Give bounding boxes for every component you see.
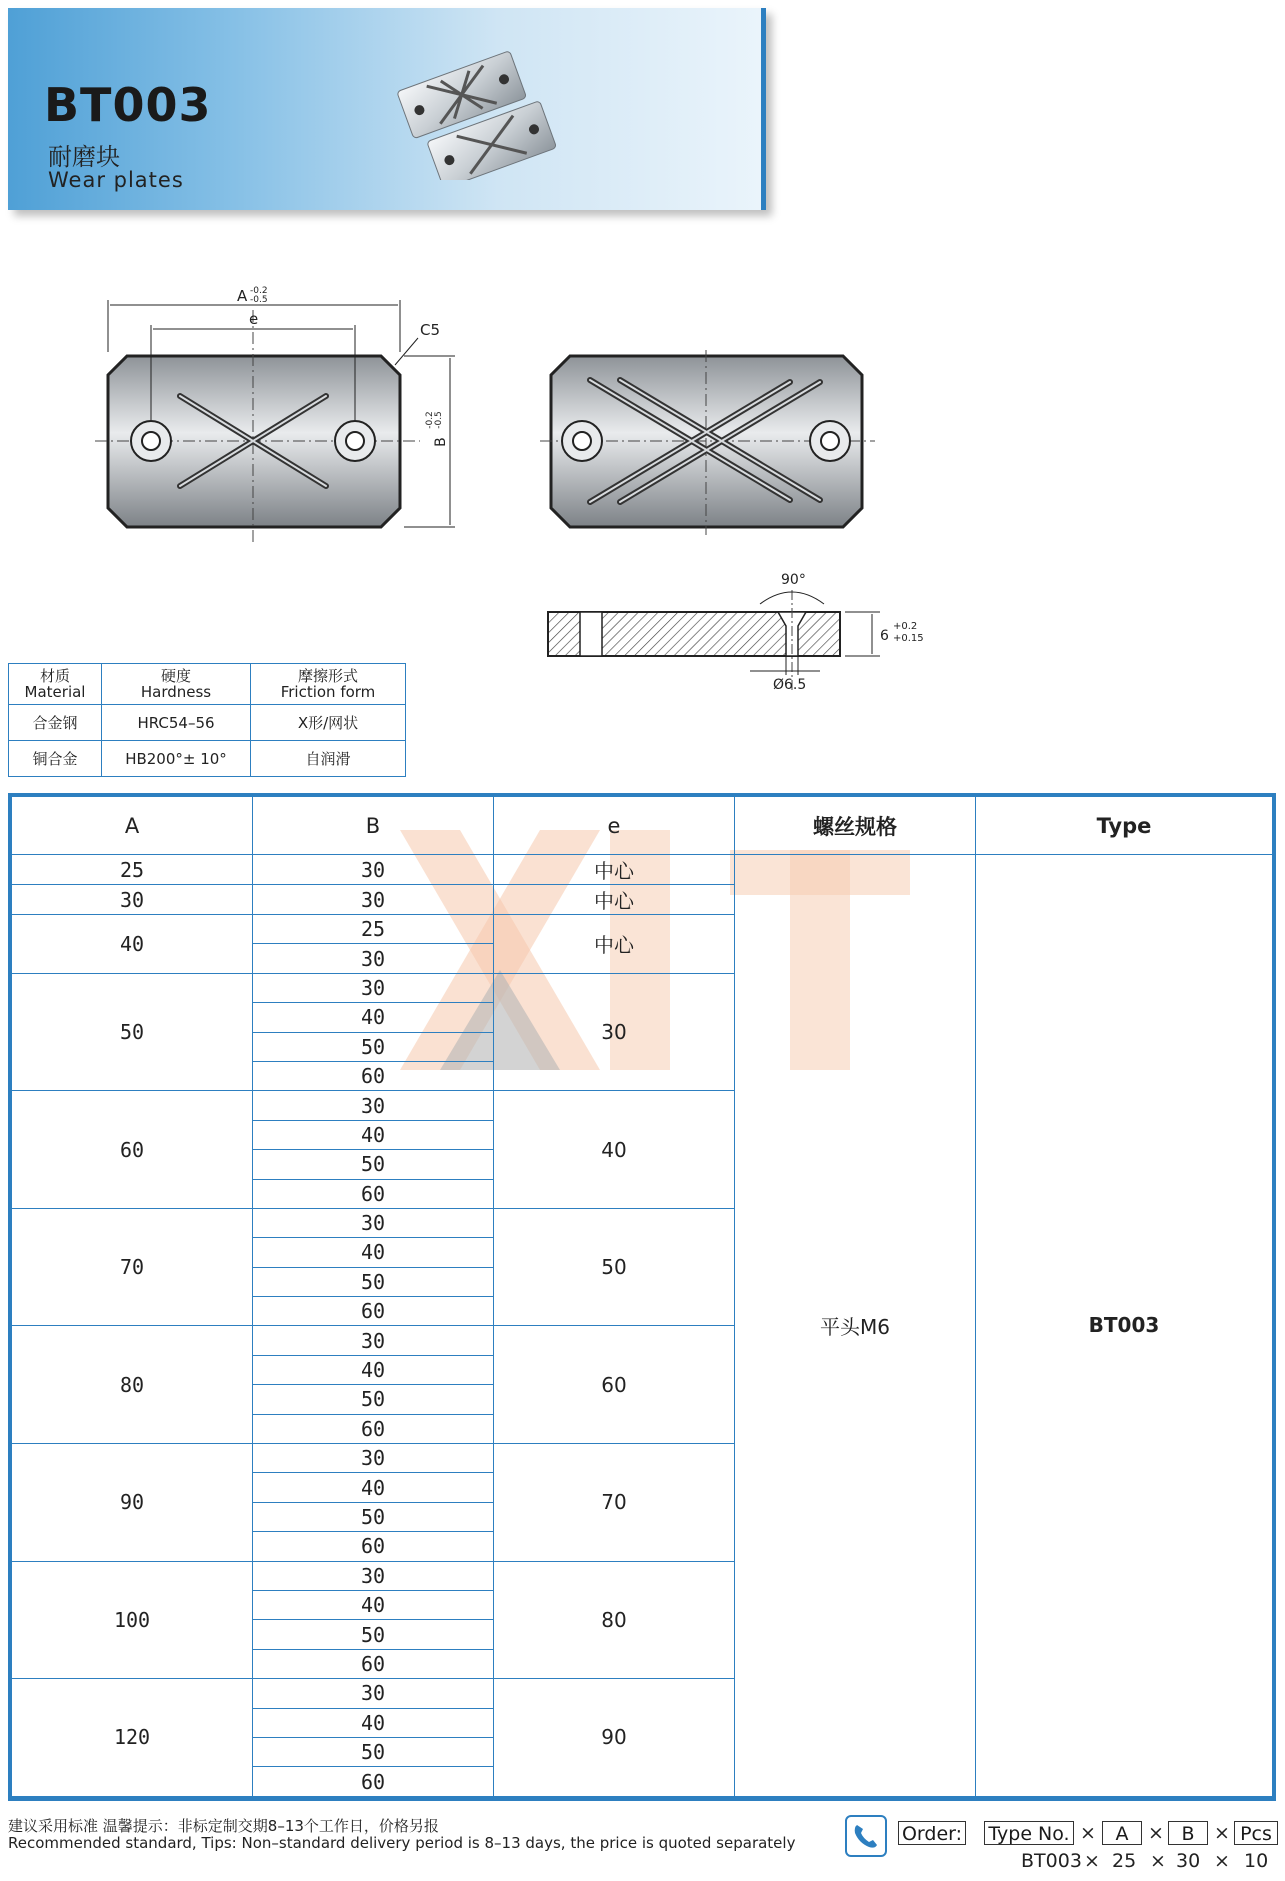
cell-b: 40 xyxy=(253,1120,494,1149)
friction-cell: X形/网状 xyxy=(251,705,406,741)
cell-e: 30 xyxy=(494,973,735,1091)
cell-b: 30 xyxy=(253,1091,494,1120)
material-header: 材质 Material xyxy=(9,664,102,705)
header-screw: 螺丝规格 xyxy=(735,797,976,855)
cell-a: 30 xyxy=(12,885,253,915)
dim-b-tol-lower: -0.5 xyxy=(434,411,444,429)
product-code: BT003 xyxy=(44,78,212,132)
cell-b: 40 xyxy=(253,1355,494,1384)
cell-b: 40 xyxy=(253,1473,494,1502)
cell-b: 60 xyxy=(253,1414,494,1443)
cell-b: 30 xyxy=(253,1679,494,1708)
cell-e: 40 xyxy=(494,1091,735,1209)
cell-b: 30 xyxy=(253,1326,494,1355)
product-photo xyxy=(390,40,570,180)
cell-a: 70 xyxy=(12,1208,253,1326)
cell-b: 60 xyxy=(253,1767,494,1796)
example-sep-1: × xyxy=(1084,1850,1100,1872)
cell-b: 60 xyxy=(253,1649,494,1678)
cell-b: 30 xyxy=(253,1208,494,1237)
field-type-no: Type No. xyxy=(984,1821,1074,1845)
technical-drawing xyxy=(0,270,1285,690)
field-a: A xyxy=(1102,1821,1142,1845)
cell-b: 40 xyxy=(253,1238,494,1267)
sep-2: × xyxy=(1148,1822,1164,1844)
cell-b: 60 xyxy=(253,1532,494,1561)
order-label: Order: xyxy=(898,1821,966,1845)
cell-a: 60 xyxy=(12,1091,253,1209)
cell-b: 50 xyxy=(253,1032,494,1061)
example-sep-2: × xyxy=(1150,1850,1166,1872)
cell-b: 30 xyxy=(253,885,494,915)
angle-label: 90° xyxy=(781,572,806,588)
cell-b: 50 xyxy=(253,1385,494,1414)
cell-b: 40 xyxy=(253,1708,494,1737)
field-b: B xyxy=(1168,1821,1208,1845)
friction-header: 摩擦形式 Friction form xyxy=(251,664,406,705)
spec-table-frame xyxy=(8,793,1276,1801)
dim-a-tol-upper: -0.2 xyxy=(250,286,268,296)
cell-a: 120 xyxy=(12,1679,253,1797)
cell-b: 50 xyxy=(253,1620,494,1649)
cell-e: 50 xyxy=(494,1208,735,1326)
cell-b: 30 xyxy=(253,1444,494,1473)
footer-note-en: Recommended standard, Tips: Non–standard delivery period is 8–13 days, the price is quoted separately xyxy=(8,1834,796,1852)
dim-b-tol-upper: -0.2 xyxy=(425,411,435,429)
thickness-label: 6 xyxy=(880,628,889,644)
footer-note-cn: 建议采用标准 温馨提示：非标定制交期8–13个工作日，价格另报 xyxy=(8,1817,439,1835)
cell-b: 40 xyxy=(253,1003,494,1032)
cell-a: 40 xyxy=(12,915,253,974)
cell-b: 40 xyxy=(253,1590,494,1619)
cell-e: 90 xyxy=(494,1679,735,1797)
cell-a: 80 xyxy=(12,1326,253,1444)
cell-e: 中心 xyxy=(494,855,735,885)
sep-1: × xyxy=(1080,1822,1096,1844)
cell-screw: 平头M6 xyxy=(735,855,976,1797)
dim-a-tol-lower: -0.5 xyxy=(250,295,268,305)
material-cell: 合金钢 xyxy=(9,705,102,741)
hole-dia-label: Ø6.5 xyxy=(773,677,807,690)
thickness-tol-upper: +0.2 xyxy=(893,621,918,632)
example-pcs: 10 xyxy=(1244,1850,1269,1872)
cell-e: 60 xyxy=(494,1326,735,1444)
dim-a-label: A xyxy=(237,287,248,305)
cell-b: 50 xyxy=(253,1150,494,1179)
cell-b: 30 xyxy=(253,1561,494,1590)
cell-b: 60 xyxy=(253,1179,494,1208)
cell-b: 30 xyxy=(253,973,494,1002)
cell-e: 80 xyxy=(494,1561,735,1679)
cell-b: 50 xyxy=(253,1502,494,1531)
cell-b: 60 xyxy=(253,1297,494,1326)
cell-a: 90 xyxy=(12,1444,253,1562)
chamfer-label: C5 xyxy=(420,321,441,339)
product-name-en: Wear plates xyxy=(48,168,184,192)
hardness-cell: HRC54–56 xyxy=(102,705,251,741)
example-a: 25 xyxy=(1112,1850,1137,1872)
thickness-tol-lower: +0.15 xyxy=(893,633,924,644)
header-e: e xyxy=(494,797,735,855)
field-pcs: Pcs xyxy=(1234,1821,1278,1845)
cell-e: 中心 xyxy=(494,915,735,974)
cell-type: BT003 xyxy=(976,855,1273,1797)
cell-b: 50 xyxy=(253,1737,494,1766)
hardness-cell: HB200°± 10° xyxy=(102,741,251,777)
dim-b-label: B xyxy=(433,437,449,447)
header-b: B xyxy=(253,797,494,855)
example-type: BT003 xyxy=(1021,1850,1082,1872)
header-type: Type xyxy=(976,797,1273,855)
hardness-header: 硬度 Hardness xyxy=(102,664,251,705)
friction-cell: 自润滑 xyxy=(251,741,406,777)
cell-a: 50 xyxy=(12,973,253,1091)
material-table xyxy=(8,663,406,777)
material-cell: 铜合金 xyxy=(9,741,102,777)
example-sep-3: × xyxy=(1214,1850,1230,1872)
cell-a: 25 xyxy=(12,855,253,885)
cell-b: 50 xyxy=(253,1267,494,1296)
cell-b: 30 xyxy=(253,944,494,973)
dim-e-label: e xyxy=(249,310,259,328)
cell-a: 100 xyxy=(12,1561,253,1679)
product-name-cn: 耐磨块 xyxy=(48,143,120,171)
cell-b: 25 xyxy=(253,915,494,944)
sep-3: × xyxy=(1214,1822,1230,1844)
cell-b: 60 xyxy=(253,1061,494,1090)
phone-icon xyxy=(845,1815,887,1857)
cell-e: 中心 xyxy=(494,885,735,915)
cell-b: 30 xyxy=(253,855,494,885)
cell-e: 70 xyxy=(494,1444,735,1562)
example-b: 30 xyxy=(1176,1850,1201,1872)
header-a: A xyxy=(12,797,253,855)
